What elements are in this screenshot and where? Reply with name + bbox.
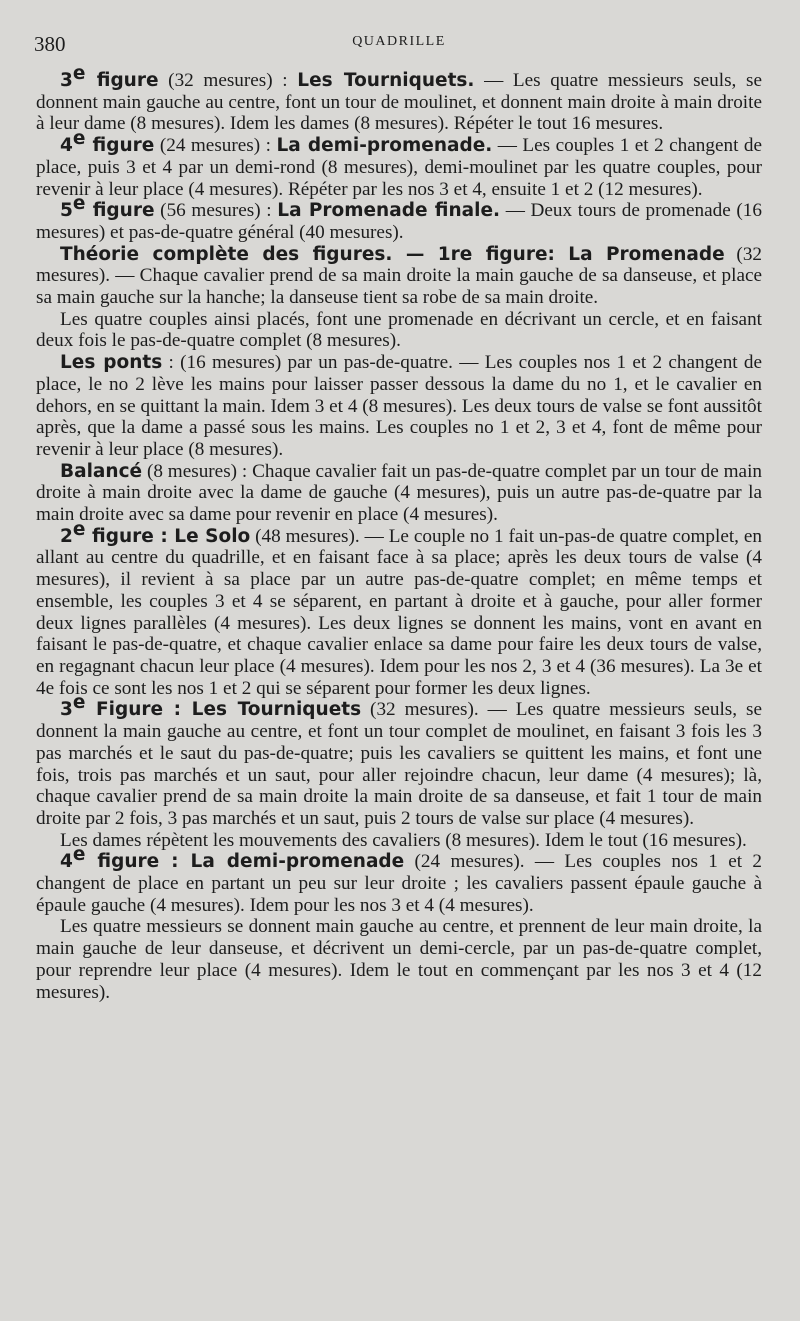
paragraph-head: figure [85,70,159,91]
paragraph-body: (48 mesures). — Le couple no 1 fait un-pas-de quatre complet, en allant au centre du quadrille, et en faisant face à sa place; après les deux tours de valse (4 mesures), il revient à sa place par un autre pas-de-quatre complet; en même temps et ensemble, les couples 3 et 4 se séparent, en partant à droite et à gauche, pour aller former deux lignes parallèles (4 mesures). Les deux lignes se donnent les mains, vont en avant en faisant le pas-de-quatre, et chaque cavalier enlace sa dame pour faire les deux tours de valse, en regagnant chacun leur place (4 mesures). Idem pour les nos 2, 3 et 4 (36 mesures). La 3e et 4e fois ce sont les nos 1 et 2 qui se séparent pour former les deux lignes. [36,525,762,699]
paragraph-body: — Les quatre messieurs seuls, se donnent main gauche au centre, font un tour de moulinet, et donnent main droite à main droite à leur dame (8 mesures). Idem les dames (8 mesures). Répéter le tout 16 mesures. [36,70,762,135]
text-body [36,63,763,1003]
paragraph-lead: 4 [60,851,73,873]
paragraph-5e-figure [36,193,762,243]
paragraph-4e-figure-demi-promenade [36,844,762,916]
paragraph-lead-sup: e [72,518,86,540]
paragraph-body: (32 mesures). — Chaque cavalier prend de sa main droite la main gauche de sa danseuse, et place sa main gauche sur la hanche; la danseuse tient sa robe de sa main droite. [36,243,763,309]
paragraph-head: figure : Le Solo [85,525,251,547]
running-head [36,30,762,54]
paragraph-3e-figure-tourniquets [36,692,762,829]
paragraph-lead: 4 [60,135,73,157]
paragraph-body: (8 mesures) : Chaque cavalier fait un pas-de-quatre complet par un tour de main droite à main droite avec la dame de gauche (4 mesures), puis un autre pas-de-quatre par la main droite avec sa dame pour revenir en place (4 mesures). [36,460,762,526]
paragraph-title: La demi-promenade. [276,135,493,157]
page-number: 380 [34,32,66,56]
paragraph-body: Les quatre messieurs se donnent main gauche au centre, et prennent de leur main droite, la main gauche de leur danseuse, et décrivent un demi-cercle, par un pas-de-quatre complet, pour reprendre leur place (4 mesures). Idem le tout en commençant par les nos 3 et 4 (12 mesures). [36,916,762,1003]
paragraph-intro: (24 mesures) : [154,135,277,157]
chapter-title: QUADRILLE [352,34,446,49]
paragraph-body: Les dames répètent les mouvements des cavaliers (8 mesures). Idem le tout (16 mesures). [60,829,747,851]
paragraph-body: : (16 mesures) par un pas-de-quatre. — Les couples nos 1 et 2 changent de place, le no 2 lève les mains pour laisser passer dessous la dame du no 1, et le cavalier en dehors, en se quittant la main. Idem 3 et 4 (8 mesures). Les deux tours de valse se font aussitôt après, que la dame a passé sous les mains. Les couples no 1 et 2, 3 et 4, font de même pour revenir à leur place (8 mesures). [36,352,763,460]
paragraph-2e-figure-solo [36,518,762,700]
paragraph-les-dames [36,830,762,852]
paragraph-head: Théorie complète des figures. — 1re figure: La Promenade [60,243,725,265]
paragraph-intro: (32 mesures) : [158,70,298,91]
paragraph-head: Balancé [60,460,143,482]
paragraph-lead-sup: e [72,692,86,714]
paragraph-lead-sup: e [72,193,86,215]
paragraph-head: figure [85,135,155,157]
paragraph-body: — Les couples 1 et 2 changent de place, puis 3 et 4 par un demi-rond (8 mesures), demi-moulinet par les quatre couples, pour revenir à leur place (4 mesures). Répéter par les nos 3 et 4, ensuite 1 et 2 (12 mesures). [36,135,762,200]
paragraph-balance [36,461,762,526]
paragraph-lead-sup: e [72,128,86,150]
paragraph-les-ponts [36,352,762,461]
paragraph-body: (32 mesures). — Les quatre messieurs seuls, se donnent la main gauche au centre, et font un tour complet de moulinet, en faisant 3 fois les 3 pas marchés et le saut du pas-de-quatre; puis les cavaliers se quittent les mains, et font une fois, trois pas marchés et un saut, pour aller rejoindre chacun, leur dame (4 mesures); là, chaque cavalier prend de sa main droite la main droite de sa danseuse, et fait 1 tour de main droite par 2 fois, 3 pas marchés et un saut, puis 2 tours de valse sur place (4 mesures). [36,699,762,829]
paragraph-head: Figure : Les Tourniquets [85,699,362,721]
paragraph-lead: 5 [60,200,73,222]
paragraph-body: (24 mesures). — Les couples nos 1 et 2 changent de place en partant un peu sur leur droite ; les cavaliers passent épaule gauche à épaule gauche (4 mesures). Idem pour les nos 3 et 4 (4 mesures). [36,851,762,916]
paragraph-lead: 3 [60,70,73,91]
paragraph-title: Les Tourniquets. [297,70,475,91]
paragraph-body: — Deux tours de promenade (16 mesures) et pas-de-quatre général (40 mesures). [36,200,762,243]
paragraph-lead: 2 [60,525,73,547]
paragraph-quatre-messieurs [36,916,762,1003]
paragraph-lead-sup: e [72,63,86,84]
paragraph-3e-figure [36,63,762,135]
paragraph-head: figure : La demi-promenade [85,851,405,873]
paragraph-promenade-cercle [36,309,762,352]
paragraph-theorie [36,244,762,309]
paragraph-head: Les ponts [60,352,163,374]
paragraph-body: Les quatre couples ainsi placés, font une promenade en décrivant un cercle, et en faisant deux fois le pas-de-quatre complet (8 mesures). [36,308,762,352]
paragraph-lead-sup: e [72,844,86,866]
paragraph-4e-figure [36,128,762,200]
paragraph-intro: (56 mesures) : [154,200,278,222]
paragraph-head: figure [85,200,155,222]
paragraph-title: La Promenade finale. [277,200,501,222]
paragraph-lead: 3 [60,699,73,721]
